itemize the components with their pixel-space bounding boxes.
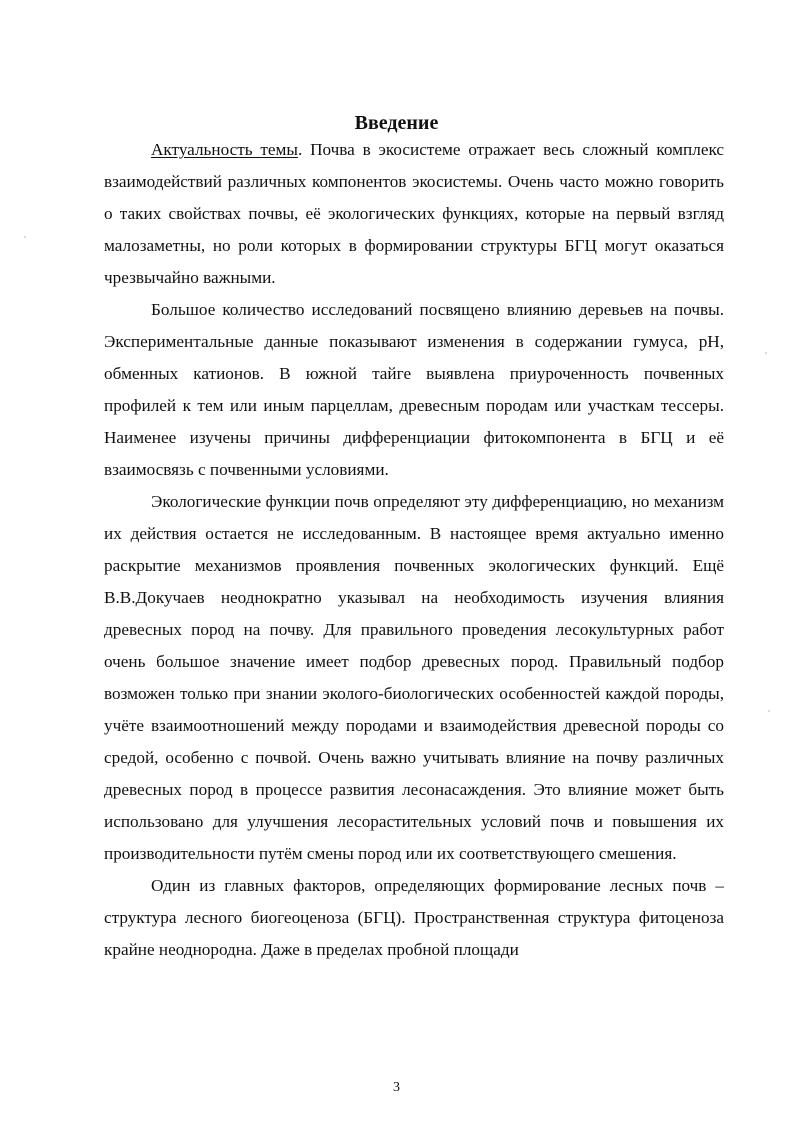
paragraph-relevance [104, 134, 724, 294]
paragraph-text-relevance: . Почва в экосистеме отражает весь сложный комплекс взаимодействий различных компонентов экосистемы. Очень часто можно говорить о таких свойствах почвы, её экологических функциях, которые на первый взгляд малозаметны, но роли которых в формировании структуры БГЦ могут оказаться чрезвычайно важными. [104, 140, 724, 287]
page-number: 3 [393, 1080, 400, 1095]
document-body [104, 134, 724, 966]
scan-speck [765, 352, 767, 354]
paragraph-ecological-functions: Экологические функции почв определяют эту дифференциацию, но механизм их действия остается не исследованным. В настоящее время актуально именно раскрытие механизмов проявления почвенных экологических функций. Ещё В.В.Докучаев неоднократно указывал на необходимость изучения влияния древесных пород на почву. Для правильного проведения лесокультурных работ очень большое значение имеет подбор древесных пород. Правильный подбор возможен только при знании эколого-биологических особенностей каждой породы, учёте взаимоотношений между породами и взаимодействия древесной породы со средой, особенно с почвой. Очень важно учитывать влияние на почву различных древесных пород в процессе развития лесонасаждения. Это влияние может быть использовано для улучшения лесорастительных условий почв и повышения их производительности путём смены пород или их соответствующего смешения. [104, 492, 724, 863]
scan-speck [768, 710, 770, 712]
paragraph-research: Большое количество исследований посвящено влиянию деревьев на почвы. Экспериментальные данные показывают изменения в содержании гумуса, pH, обменных катионов. В южной тайге выявлена приуроченность почвенных профилей к тем или иным парцеллам, древесным породам или участкам тессеры. Наименее изучены причины дифференциации фитокомпонента в БГЦ и её взаимосвязь с почвенными условиями. [104, 300, 724, 479]
paragraph-lead-relevance: Актуальность темы [151, 140, 298, 159]
page-title: Введение [354, 112, 439, 135]
scan-speck [24, 236, 26, 238]
paragraph-forest-structure: Один из главных факторов, определяющих формирование лесных почв – структура лесного биогеоценоза (БГЦ). Пространственная структура фитоценоза крайне неоднородна. Даже в пределах пробной площади [104, 876, 724, 959]
